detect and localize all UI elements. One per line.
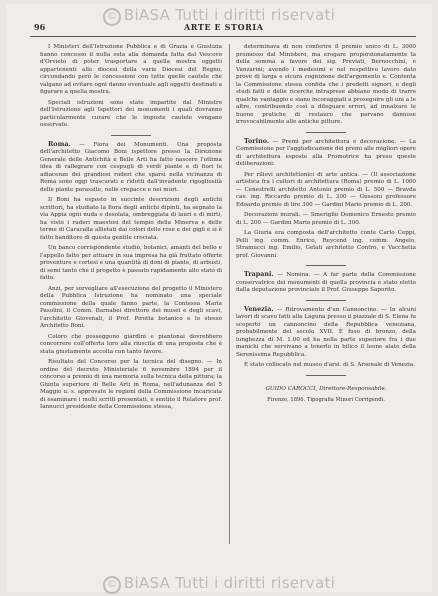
paragraph: Un banco corrispondente studiò, botanici, amanti del bello e l'appello fatto per attuare in sua impresa ha già fruttato offerte proventure e cortesi e una quantità di doni di piante, di arbusti, di semi tanto che il progetto è passato rapidamente allo stato di fatto. [40, 245, 222, 281]
page-number: 96 [34, 22, 46, 32]
section-heading: Torino. [244, 136, 270, 145]
section-rule [306, 132, 346, 133]
section-rule [306, 265, 346, 266]
paragraph: Decorazioni murali. — Smeriglio Domenico Ernesto premio di L. 200 — Gardini Mario premio di L. 300. [236, 212, 416, 226]
section-rule [306, 375, 346, 376]
left-column [40, 44, 222, 415]
paragraph: — La Commissione per l'aggiudicazione dei premi alle migliori opere di architettura esposte alla Promotrice ha preso queste deliberazioni: [236, 138, 417, 167]
paragraph: — In ordine del decreto Ministeriale 6 novembre 1894 per il concorso a premio di una memoria sulla tecnica della pittura; la Giunta superiore di Belle Arti in Roma, nell'adunanza del 5 Maggio u. s. approvate le regioni della Commissione incaricata di esaminare i molti scritti presentati, e sentito il Relatore prof. Iannucci presidente della Commissione stessa, [40, 359, 223, 410]
paragraph: — Nomina. — A far parte della Commissione conservatrice dei monumenti di quella provincia è stato eletto dalla deputazione provinciale il Prof. Giuseppe Saporito. [236, 272, 416, 293]
section-subheading: — Premi per architettura e decorazione. [272, 138, 397, 145]
paragraph: La Giuria era composta dell'architetto conte Carlo Ceppi, Pelli ing. comm. Enrico, Reycend ing. comm. Angelo, Stramucci ing. Emilio, Gelati architetto Contro, e Vacchetta prof. Giovanni. [236, 230, 416, 259]
paragraph: — In alcuni lavori di scavo fatti alla Laguna presso il piazzale di S. Elena fu scoperto un cannoncino della Repubblica veneziana, probabilmente del secolo XVII. È fuso di bronzo, della lunghezza di M. 1.00 ed ha nella parte superiore fra i due manichi che servivano a tenerlo in bilico il leone alato della Serenissima Repubblica. [236, 306, 416, 358]
paragraph: Il Boni ha esposto in succinte descrizioni degli antichi scrittori, ha studiato la flora degli antichi dipinti, ha segnato la via Appia ogni nuda e desolata, ombreggiata di lauri e di mirti, ha visto i ruderi maestosi del tempio della Minerva e delle terme di Caracalla allietati dai colori delle rose e dei gigli e si è fatto banditore di questa gentile crociata. [40, 197, 222, 241]
section-heading: Roma. [48, 139, 71, 148]
paragraph: È stato collocato nel museo d'arsi. di S. Arsenale di Venezia. [244, 362, 415, 368]
paragraph: Una proposta dell'architetto Giacomo Boni ispettore presso la Direzione Generale delle Antichità e Belle Arti ha fatto nascere l'ottima idea di rallegrare con cespugli di verdi piante e di fiori le adiacenze dei grandiosi ruderi che sparsi nella vicinanza di Roma sono oggi trascurati e ridotti dall'invadente rigogliosità delle piante parassite, nelle crepacce e nei muri. [40, 141, 222, 193]
section-heading: Risultato del Concorso per la tecnica del disegno. [48, 359, 204, 365]
section-heading: Venezia. [244, 304, 274, 313]
copyright-icon: © [103, 576, 121, 594]
watermark-bottom [0, 574, 438, 594]
section-rule [111, 135, 151, 136]
section-venezia [236, 306, 416, 360]
paragraph: Speciali istruzioni sono state impartite dal Ministro dell'Istruzione agli Ispettori dei monumenti i quali dovranno particolarmente curare che le imposte cautele vengano osservate. [40, 99, 222, 128]
copyright-icon: © [103, 8, 121, 26]
page-header [34, 22, 414, 36]
right-column [236, 44, 416, 405]
section-roma [40, 141, 222, 195]
paragraph: Anzi, per sorvegliare all'esecuzione del progetto il Ministero della Pubblica Istruzione ha nominato una speciale commissione della quale fanno parte, la Contessa Maria Pasolini, il Comm. Barnabei direttore dei musei e degli scavi, l'architetto Giovenali, il Prof. Pirotta botanico e lo stesso Architetto Boni. [40, 285, 222, 329]
running-title: ARTE E STORIA [184, 22, 264, 32]
watermark-text: BiASA Tutti i diritti riservati [123, 6, 336, 24]
signature: GUIDO CAROCCI, Direttore-Responsabile. [265, 385, 387, 392]
paragraph: determinava di non conferire il premio unico di L. 3000 promesso dal Ministero, ma erogare proporzionatamente la della somma a favore dei sig. Previati, Bernocchini, e Vanzarini; avendo i medesimi e nel respettivo lavoro dato prove di larga e sicura cognizione dell'argomento e. Contenta la Commissione stessa confida che i predetti signori, e degli studi fatti e delle ricerche intraprese abbiano modo di trarre qualche vantaggio e siano incoraggiati a proseguire gli uni a le altre, contribuendo così a dileguare errori, ad innalzare le buone pratiche di restauro che parvano dannose irrevocabilmente alle antiche pitture. [236, 44, 416, 125]
section-subheading: — Ritrovamento d'un Cannoncino. [276, 306, 378, 313]
section-risultato [40, 359, 222, 412]
section-heading: Trapani. [244, 270, 274, 278]
column-divider [229, 44, 230, 544]
paragraph: Coloro che posseggono giardini e piantonai dovrebbero concorrere coll'offerta loro alla riuscita di una proposta che è stata giustamente accolta con tanto favore. [40, 333, 222, 355]
watermark-text: BiASA Tutti i diritti riservati [123, 574, 336, 592]
section-subheading: — Flora dei Monumenti. [79, 141, 169, 148]
section-trapani [236, 271, 416, 295]
imprint: Firenze, 1896. Tipografia Minori Corrigendi. [267, 397, 385, 403]
section-torino [236, 138, 416, 169]
paragraph: I Ministeri dell'Istruzione Pubblica e di Grazia e Giustizia hanno concesso il nulla osta alla domanda fatta dal Vescovo d'Orvieto di poter trasportare a quella mostra oggetti appartenenti alle diocesi della varie Diocesi del Regno, circondando però le concessioni con tutte quelle cautele che valgano ad evitare ogni danno eventuale agli oggetti destinati a figurare a quella mostra. [40, 44, 222, 95]
header-rule [30, 36, 416, 37]
paragraph: Per rilievi architettonici di arte antica. — (Il associazione artistica fra i cultori di architettura (Roma) premio di L. 1000 — Cenestrelli architetto Antonio premio di L. 500 — Bravda cav. ing. Riccardo premio di L. 300 — Gussoni professore Edoardo premio di lire 300 — Gardini Mario premio di L. 200. [236, 171, 416, 208]
section-rule [306, 300, 346, 301]
